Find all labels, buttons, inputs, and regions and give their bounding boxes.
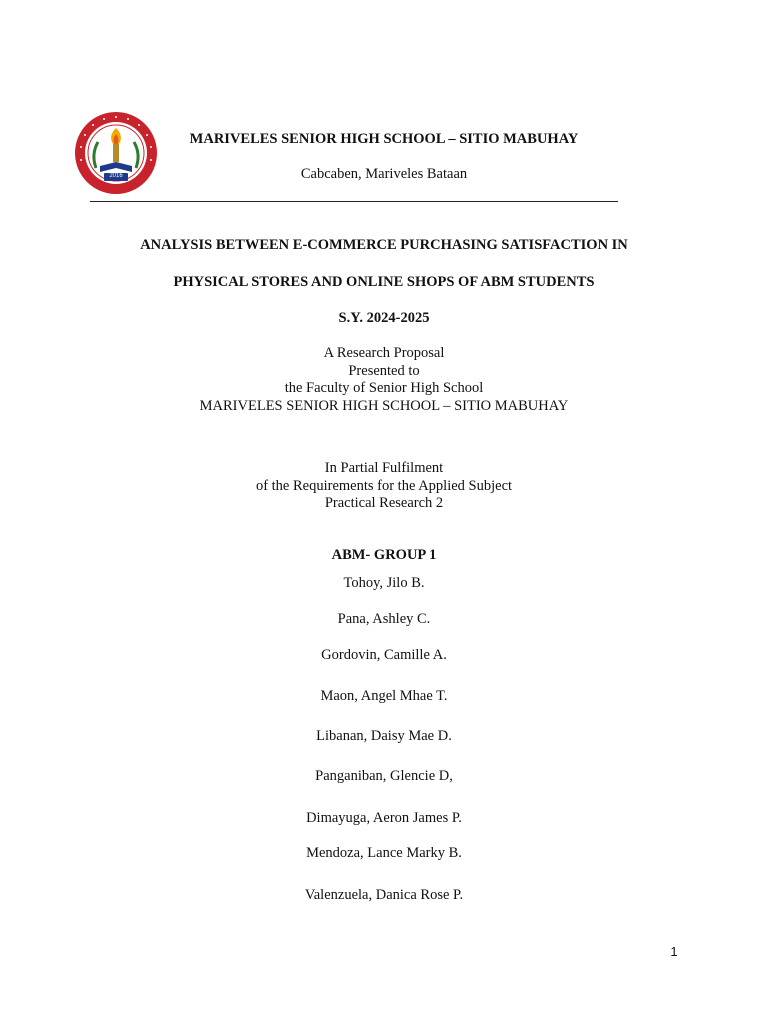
proposal-line-2: Presented to xyxy=(348,362,420,379)
proposal-line-4: MARIVELES SENIOR HIGH SCHOOL – SITIO MABUHAY xyxy=(199,397,569,414)
page-number: 1 xyxy=(670,944,678,959)
proposal-statement xyxy=(0,345,768,415)
proposal-line-1: A Research Proposal xyxy=(323,345,445,361)
school-name: MARIVELES SENIOR HIGH SCHOOL – SITIO MABUHAY xyxy=(189,131,579,147)
group-name: ABM- GROUP 1 xyxy=(331,547,437,563)
member-name: Gordovin, Camille A. xyxy=(321,647,447,663)
fulfilment-line-1: In Partial Fulfilment xyxy=(324,460,444,476)
school-address: Cabcaben, Mariveles Bataan xyxy=(300,166,468,182)
title-line-1: ANALYSIS BETWEEN E-COMMERCE PURCHASING SATISFACTION IN xyxy=(140,237,628,253)
member-name: Libanan, Daisy Mae D. xyxy=(316,728,452,744)
member-name: Dimayuga, Aeron James P. xyxy=(306,810,462,826)
header-divider xyxy=(90,201,618,202)
school-seal-icon xyxy=(74,110,158,196)
member-name: Valenzuela, Danica Rose P. xyxy=(304,887,464,903)
member-name: Mendoza, Lance Marky B. xyxy=(306,845,462,861)
seal-year: 2016 xyxy=(109,173,123,179)
fulfilment-line-2: of the Requirements for the Applied Subject xyxy=(255,477,513,494)
fulfilment-statement xyxy=(0,460,768,513)
member-name: Panganiban, Glencie D, xyxy=(315,768,453,784)
proposal-line-3: the Faculty of Senior High School xyxy=(284,380,484,396)
title-line-2: PHYSICAL STORES AND ONLINE SHOPS OF ABM STUDENTS xyxy=(173,274,595,290)
member-name: Maon, Angel Mhae T. xyxy=(320,688,448,704)
fulfilment-line-3: Practical Research 2 xyxy=(324,495,444,511)
school-year: S.Y. 2024-2025 xyxy=(338,310,430,326)
member-name: Pana, Ashley C. xyxy=(337,611,431,627)
member-name: Tohoy, Jilo B. xyxy=(343,575,425,591)
